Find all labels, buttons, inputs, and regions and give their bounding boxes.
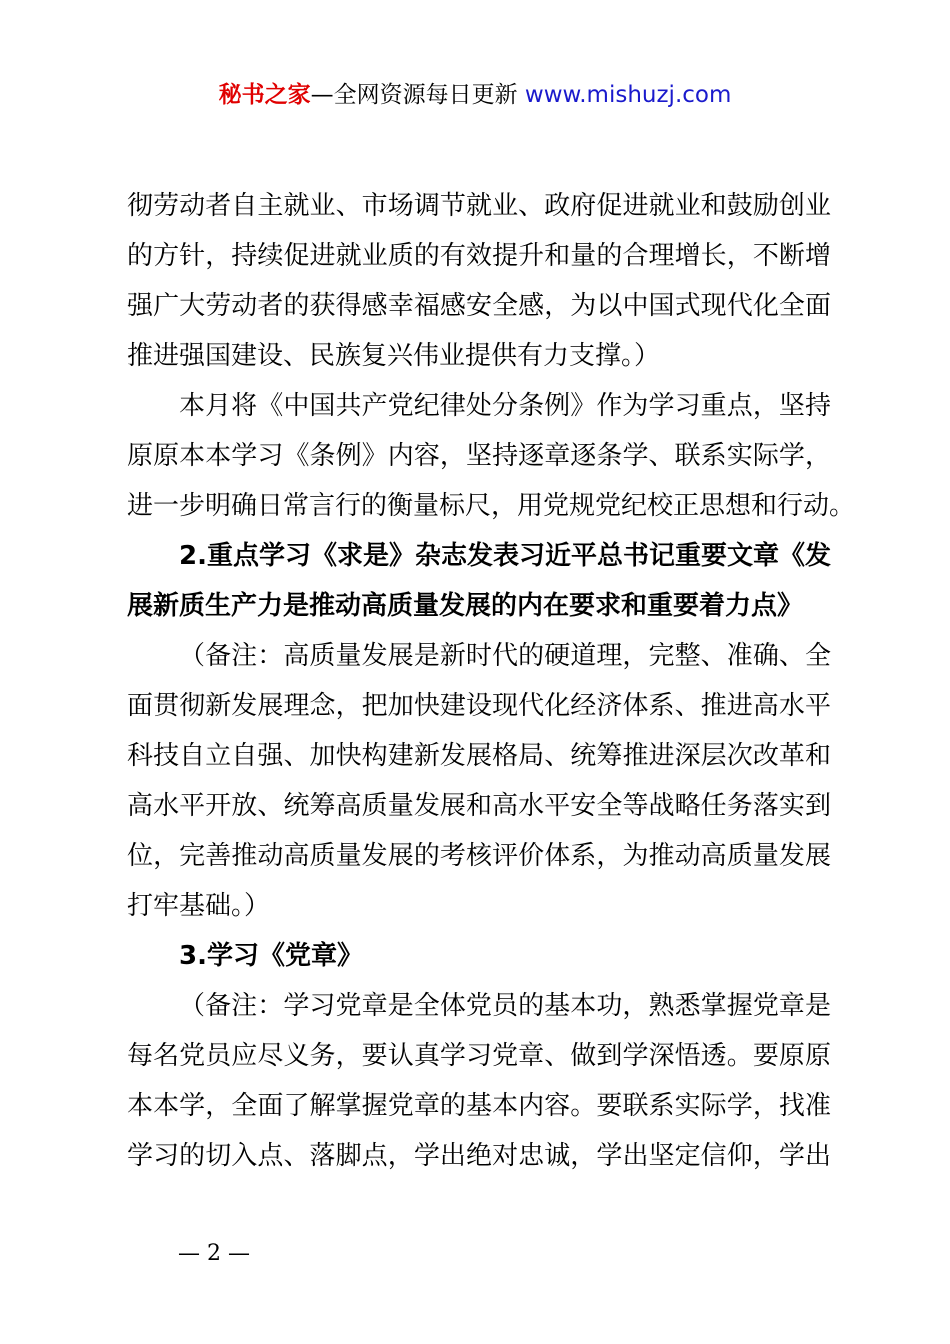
- text-line: 面贯彻新发展理念，把加快建设现代化经济体系、推进高水平: [127, 691, 831, 721]
- text-line: 原原本本学习《条例》内容，坚持逐章逐条学、联系实际学，: [127, 441, 831, 471]
- text-line: 的方针，持续促进就业质的有效提升和量的合理增长，不断增: [127, 241, 831, 271]
- section-heading: 3.学习《党章》: [179, 941, 363, 971]
- site-brand: 秘书之家: [218, 82, 311, 108]
- site-header: [0, 78, 950, 112]
- section-heading: 展新质生产力是推动高质量发展的内在要求和重要着力点》: [127, 591, 804, 621]
- document-body: [127, 181, 856, 1181]
- site-tagline: —全网资源每日更新: [310, 82, 525, 108]
- site-url-link[interactable]: www.mishuzj.com: [524, 82, 732, 108]
- text-line: （备注：高质量发展是新时代的硬道理，完整、准确、全: [179, 641, 831, 671]
- text-line: 强广大劳动者的获得感幸福感安全感，为以中国式现代化全面: [127, 291, 831, 321]
- section-heading: 2.重点学习《求是》杂志发表习近平总书记重要文章《发: [179, 541, 831, 571]
- text-line: 推进强国建设、民族复兴伟业提供有力支撑。）: [127, 341, 661, 371]
- text-line: 科技自立自强、加快构建新发展格局、统筹推进深层次改革和: [127, 741, 831, 771]
- text-line: 进一步明确日常言行的衡量标尺，用党规党纪校正思想和行动。: [127, 491, 856, 521]
- text-line: 彻劳动者自主就业、市场调节就业、政府促进就业和鼓励创业: [127, 191, 831, 221]
- text-line: 本本学，全面了解掌握党章的基本内容。要联系实际学，找准: [127, 1091, 831, 1121]
- text-line: 位，完善推动高质量发展的考核评价体系，为推动高质量发展: [127, 841, 831, 871]
- page-number: — 2 —: [178, 1241, 250, 1266]
- text-line: 本月将《中国共产党纪律处分条例》作为学习重点，坚持: [179, 391, 831, 421]
- text-line: 高水平开放、统筹高质量发展和高水平安全等战略任务落实到: [127, 791, 831, 821]
- text-line: （备注：学习党章是全体党员的基本功，熟悉掌握党章是: [179, 991, 831, 1021]
- text-line: 学习的切入点、落脚点，学出绝对忠诚，学出坚定信仰，学出: [127, 1141, 831, 1171]
- text-line: 每名党员应尽义务，要认真学习党章、做到学深悟透。要原原: [127, 1041, 831, 1071]
- text-line: 打牢基础。）: [127, 891, 271, 921]
